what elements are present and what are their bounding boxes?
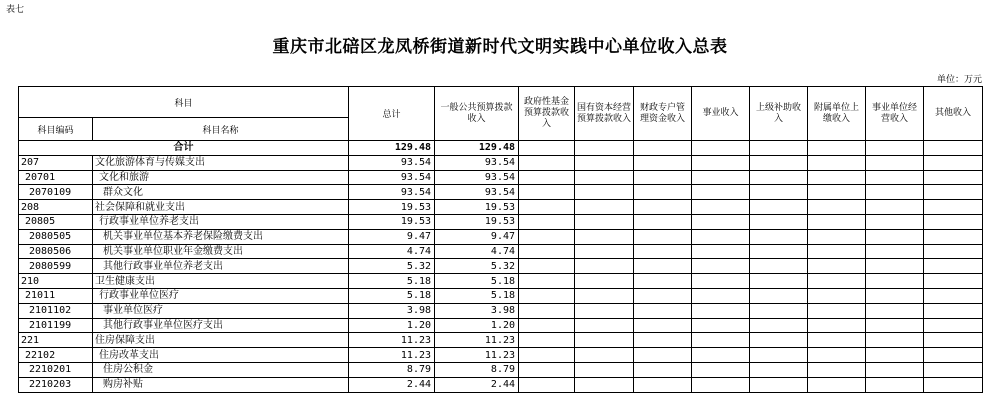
subject-code: 2210203 xyxy=(19,377,93,392)
header-general-budget: 一般公共预算拨款收入 xyxy=(435,87,519,141)
empty-cell xyxy=(519,170,575,185)
unit-label: 单位：万元 xyxy=(936,75,982,85)
table-row xyxy=(19,259,983,274)
subject-name: 群众文化 xyxy=(93,185,349,200)
total-label: 合计 xyxy=(19,141,349,156)
empty-cell xyxy=(924,155,983,170)
table-row xyxy=(19,377,983,392)
empty-cell xyxy=(924,288,983,303)
empty-cell xyxy=(866,141,924,156)
empty-cell xyxy=(575,362,634,377)
empty-cell xyxy=(750,303,808,318)
empty-cell xyxy=(750,333,808,348)
subject-name: 住房保障支出 xyxy=(93,333,349,348)
empty-cell xyxy=(924,200,983,215)
empty-cell xyxy=(866,244,924,259)
empty-cell xyxy=(634,185,692,200)
empty-cell xyxy=(808,170,866,185)
subject-name: 住房公积金 xyxy=(93,362,349,377)
empty-cell xyxy=(634,333,692,348)
table-header xyxy=(19,87,983,141)
empty-cell xyxy=(634,348,692,363)
row-total: 4.74 xyxy=(349,244,435,259)
empty-cell xyxy=(808,318,866,333)
empty-cell xyxy=(750,274,808,289)
empty-cell xyxy=(750,244,808,259)
empty-cell xyxy=(519,141,575,156)
empty-cell xyxy=(692,259,750,274)
empty-cell xyxy=(575,170,634,185)
header-gov-fund: 政府性基金预算拨款收入 xyxy=(519,87,575,141)
empty-cell xyxy=(634,303,692,318)
empty-cell xyxy=(634,214,692,229)
empty-cell xyxy=(692,141,750,156)
empty-cell xyxy=(866,318,924,333)
row-general-budget: 4.74 xyxy=(435,244,519,259)
empty-cell xyxy=(634,377,692,392)
subject-code: 2080506 xyxy=(19,244,93,259)
empty-cell xyxy=(808,141,866,156)
total-row xyxy=(19,141,983,156)
empty-cell xyxy=(924,303,983,318)
empty-cell xyxy=(808,155,866,170)
subject-name: 机关事业单位职业年金缴费支出 xyxy=(93,244,349,259)
row-total: 2.44 xyxy=(349,377,435,392)
empty-cell xyxy=(575,259,634,274)
empty-cell xyxy=(924,259,983,274)
table-body xyxy=(19,141,983,393)
empty-cell xyxy=(519,214,575,229)
table-row xyxy=(19,155,983,170)
header-subject: 科目 xyxy=(19,87,349,118)
empty-cell xyxy=(575,141,634,156)
header-business: 事业收入 xyxy=(692,87,750,141)
subject-code: 22102 xyxy=(19,348,93,363)
empty-cell xyxy=(866,303,924,318)
table-row xyxy=(19,333,983,348)
empty-cell xyxy=(808,214,866,229)
income-summary-table xyxy=(18,86,983,393)
row-general-budget: 2.44 xyxy=(435,377,519,392)
empty-cell xyxy=(808,333,866,348)
empty-cell xyxy=(692,155,750,170)
empty-cell xyxy=(808,185,866,200)
empty-cell xyxy=(808,244,866,259)
row-general-budget: 19.53 xyxy=(435,200,519,215)
row-general-budget: 5.18 xyxy=(435,288,519,303)
row-general-budget: 19.53 xyxy=(435,214,519,229)
table-row xyxy=(19,244,983,259)
subject-name: 文化旅游体育与传媒支出 xyxy=(93,155,349,170)
empty-cell xyxy=(924,318,983,333)
empty-cell xyxy=(924,333,983,348)
row-total: 93.54 xyxy=(349,185,435,200)
empty-cell xyxy=(519,333,575,348)
table-row xyxy=(19,288,983,303)
empty-cell xyxy=(575,318,634,333)
total-general-budget: 129.48 xyxy=(435,141,519,156)
empty-cell xyxy=(750,288,808,303)
empty-cell xyxy=(750,318,808,333)
empty-cell xyxy=(750,259,808,274)
row-total: 11.23 xyxy=(349,333,435,348)
empty-cell xyxy=(692,333,750,348)
header-superior-subsidy: 上级补助收入 xyxy=(750,87,808,141)
empty-cell xyxy=(924,274,983,289)
table-row xyxy=(19,214,983,229)
empty-cell xyxy=(924,362,983,377)
row-general-budget: 93.54 xyxy=(435,185,519,200)
empty-cell xyxy=(519,274,575,289)
row-total: 5.32 xyxy=(349,259,435,274)
empty-cell xyxy=(750,377,808,392)
empty-cell xyxy=(692,318,750,333)
empty-cell xyxy=(634,229,692,244)
empty-cell xyxy=(808,362,866,377)
row-total: 19.53 xyxy=(349,214,435,229)
subject-name: 行政事业单位养老支出 xyxy=(93,214,349,229)
table-row xyxy=(19,229,983,244)
subject-code: 2070109 xyxy=(19,185,93,200)
empty-cell xyxy=(924,214,983,229)
subject-name: 其他行政事业单位养老支出 xyxy=(93,259,349,274)
empty-cell xyxy=(866,185,924,200)
row-total: 93.54 xyxy=(349,155,435,170)
empty-cell xyxy=(866,259,924,274)
row-total: 1.20 xyxy=(349,318,435,333)
empty-cell xyxy=(924,377,983,392)
subject-name: 社会保障和就业支出 xyxy=(93,200,349,215)
empty-cell xyxy=(808,274,866,289)
row-general-budget: 93.54 xyxy=(435,170,519,185)
table-number-tag: 表七 xyxy=(6,5,25,15)
empty-cell xyxy=(634,288,692,303)
row-general-budget: 3.98 xyxy=(435,303,519,318)
empty-cell xyxy=(575,155,634,170)
empty-cell xyxy=(519,244,575,259)
subject-name: 其他行政事业单位医疗支出 xyxy=(93,318,349,333)
empty-cell xyxy=(692,348,750,363)
empty-cell xyxy=(750,362,808,377)
empty-cell xyxy=(692,244,750,259)
subject-code: 20701 xyxy=(19,170,93,185)
empty-cell xyxy=(866,170,924,185)
header-other: 其他收入 xyxy=(924,87,983,141)
empty-cell xyxy=(808,288,866,303)
subject-name: 文化和旅游 xyxy=(93,170,349,185)
subject-name: 购房补贴 xyxy=(93,377,349,392)
row-total: 93.54 xyxy=(349,170,435,185)
empty-cell xyxy=(924,244,983,259)
table-row xyxy=(19,318,983,333)
header-code: 科目编码 xyxy=(19,118,93,141)
empty-cell xyxy=(692,200,750,215)
empty-cell xyxy=(575,200,634,215)
empty-cell xyxy=(750,185,808,200)
empty-cell xyxy=(692,303,750,318)
empty-cell xyxy=(575,244,634,259)
empty-cell xyxy=(634,141,692,156)
empty-cell xyxy=(519,185,575,200)
subject-code: 221 xyxy=(19,333,93,348)
empty-cell xyxy=(692,229,750,244)
empty-cell xyxy=(575,377,634,392)
subject-name: 卫生健康支出 xyxy=(93,274,349,289)
empty-cell xyxy=(575,303,634,318)
subject-code: 207 xyxy=(19,155,93,170)
empty-cell xyxy=(575,348,634,363)
row-general-budget: 9.47 xyxy=(435,229,519,244)
row-total: 9.47 xyxy=(349,229,435,244)
empty-cell xyxy=(750,200,808,215)
subject-code: 2080599 xyxy=(19,259,93,274)
subject-code: 21011 xyxy=(19,288,93,303)
empty-cell xyxy=(692,274,750,289)
empty-cell xyxy=(750,170,808,185)
row-total: 3.98 xyxy=(349,303,435,318)
empty-cell xyxy=(750,155,808,170)
row-total: 5.18 xyxy=(349,274,435,289)
empty-cell xyxy=(519,288,575,303)
subject-name: 住房改革支出 xyxy=(93,348,349,363)
subject-code: 2080505 xyxy=(19,229,93,244)
empty-cell xyxy=(634,362,692,377)
row-general-budget: 5.18 xyxy=(435,274,519,289)
empty-cell xyxy=(924,229,983,244)
empty-cell xyxy=(634,318,692,333)
empty-cell xyxy=(634,200,692,215)
empty-cell xyxy=(634,170,692,185)
empty-cell xyxy=(692,288,750,303)
header-total: 总计 xyxy=(349,87,435,141)
empty-cell xyxy=(924,348,983,363)
subject-name: 行政事业单位医疗 xyxy=(93,288,349,303)
subject-code: 2101199 xyxy=(19,318,93,333)
empty-cell xyxy=(750,141,808,156)
empty-cell xyxy=(519,348,575,363)
empty-cell xyxy=(692,214,750,229)
empty-cell xyxy=(866,155,924,170)
header-special-fiscal: 财政专户管理资金收入 xyxy=(634,87,692,141)
subject-code: 208 xyxy=(19,200,93,215)
subject-code: 210 xyxy=(19,274,93,289)
empty-cell xyxy=(519,229,575,244)
empty-cell xyxy=(519,377,575,392)
empty-cell xyxy=(634,259,692,274)
empty-cell xyxy=(575,288,634,303)
empty-cell xyxy=(575,333,634,348)
empty-cell xyxy=(519,362,575,377)
subject-code: 2210201 xyxy=(19,362,93,377)
table-row xyxy=(19,274,983,289)
empty-cell xyxy=(866,200,924,215)
header-state-capital: 国有资本经营预算拨款收入 xyxy=(575,87,634,141)
empty-cell xyxy=(808,259,866,274)
subject-name: 事业单位医疗 xyxy=(93,303,349,318)
empty-cell xyxy=(866,377,924,392)
row-general-budget: 11.23 xyxy=(435,348,519,363)
table-row xyxy=(19,170,983,185)
empty-cell xyxy=(866,362,924,377)
empty-cell xyxy=(692,170,750,185)
table-row xyxy=(19,348,983,363)
page-title: 重庆市北碚区龙凤桥街道新时代文明实践中心单位收入总表 xyxy=(272,37,728,57)
empty-cell xyxy=(519,155,575,170)
empty-cell xyxy=(924,170,983,185)
subject-name: 机关事业单位基本养老保险缴费支出 xyxy=(93,229,349,244)
empty-cell xyxy=(750,348,808,363)
row-total: 19.53 xyxy=(349,200,435,215)
header-name: 科目名称 xyxy=(93,118,349,141)
empty-cell xyxy=(866,229,924,244)
empty-cell xyxy=(575,274,634,289)
empty-cell xyxy=(924,141,983,156)
empty-cell xyxy=(519,318,575,333)
subject-code: 2101102 xyxy=(19,303,93,318)
empty-cell xyxy=(808,200,866,215)
empty-cell xyxy=(519,200,575,215)
empty-cell xyxy=(634,274,692,289)
empty-cell xyxy=(866,333,924,348)
table-row xyxy=(19,185,983,200)
empty-cell xyxy=(808,303,866,318)
empty-cell xyxy=(808,348,866,363)
empty-cell xyxy=(634,244,692,259)
header-business-operation: 事业单位经营收入 xyxy=(866,87,924,141)
empty-cell xyxy=(575,229,634,244)
table-row xyxy=(19,303,983,318)
table-row xyxy=(19,362,983,377)
empty-cell xyxy=(808,377,866,392)
row-total: 5.18 xyxy=(349,288,435,303)
empty-cell xyxy=(575,214,634,229)
empty-cell xyxy=(866,274,924,289)
empty-cell xyxy=(575,185,634,200)
header-subordinate-income: 附属单位上缴收入 xyxy=(808,87,866,141)
subject-code: 20805 xyxy=(19,214,93,229)
empty-cell xyxy=(750,229,808,244)
row-total: 11.23 xyxy=(349,348,435,363)
empty-cell xyxy=(808,229,866,244)
empty-cell xyxy=(866,348,924,363)
row-general-budget: 5.32 xyxy=(435,259,519,274)
row-total: 8.79 xyxy=(349,362,435,377)
empty-cell xyxy=(692,362,750,377)
row-general-budget: 8.79 xyxy=(435,362,519,377)
table-row xyxy=(19,200,983,215)
empty-cell xyxy=(924,185,983,200)
row-general-budget: 93.54 xyxy=(435,155,519,170)
empty-cell xyxy=(519,303,575,318)
empty-cell xyxy=(634,155,692,170)
empty-cell xyxy=(866,214,924,229)
row-general-budget: 1.20 xyxy=(435,318,519,333)
row-general-budget: 11.23 xyxy=(435,333,519,348)
empty-cell xyxy=(866,288,924,303)
empty-cell xyxy=(692,185,750,200)
empty-cell xyxy=(750,214,808,229)
total-amount: 129.48 xyxy=(349,141,435,156)
empty-cell xyxy=(519,259,575,274)
empty-cell xyxy=(692,377,750,392)
